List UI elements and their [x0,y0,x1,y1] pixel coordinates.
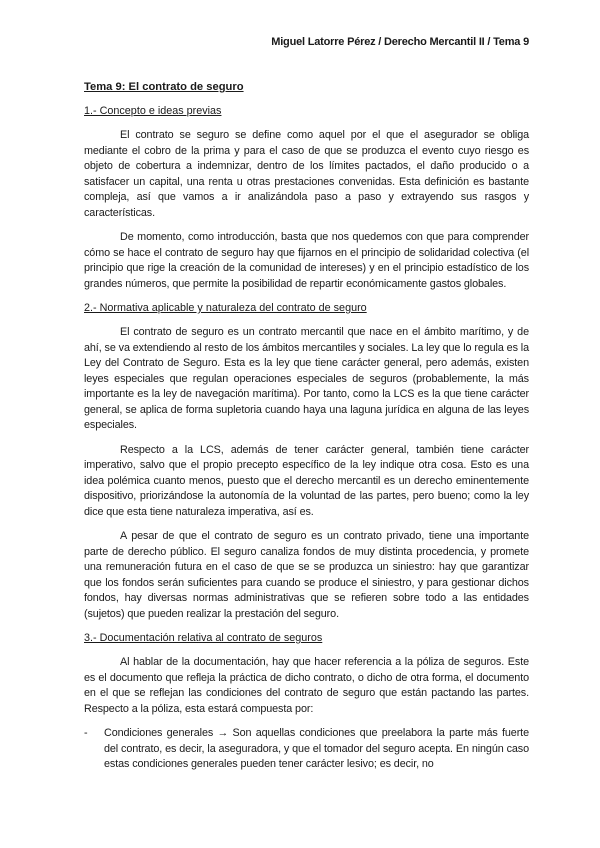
section-heading-1: 1.- Concepto e ideas previas [84,105,222,117]
paragraph: De momento, como introducción, basta que nos quedemos con que para comprender cómo se hace el contrato de seguro hay que fijarnos en el principio de solidaridad colectiva (el principio que rige la creación de la comunidad de intereses) y en el principio estadístico de los grandes números, que permite la posibilidad de repartir económicamente gastos globales. [84,231,529,290]
paragraph: Respecto a la LCS, además de tener carácter general, también tiene carácter imperativo, salvo que el propio precepto específico de la ley indique otra cosa. Esto es una idea polémica cuanto menos, puesto que el derecho mercantil es un derecho eminentemente dispositivo, priorizándose la autonomía de la voluntad de las partes, pero bueno; como la ley dice que esta tiene naturaleza imperativa, así es. [84,443,529,518]
running-header: Miguel Latorre Pérez / Derecho Mercantil II / Tema 9 [271,36,529,48]
list-item-text: Condiciones generales → Son aquellas condiciones que preelabora la parte más fuerte del contrato, es decir, la aseguradora, y que el tomador del seguro acepta. En ningún caso estas condiciones generales pueden tener carácter lesivo; es decir, no [104,727,529,770]
document-title: Tema 9: El contrato de seguro [84,81,244,93]
conditions-list [84,726,529,773]
paragraph: El contrato se seguro se define como aquel por el que el asegurador se obliga mediante el cobro de la prima y para el caso de que se produzca el evento cuyo riesgo es objeto de cobertura a indemnizar, dentro de los límites pactados, el daño producido o a satisfacer un capital, una renta u otras prestaciones convenidas. Esta definición es bastante compleja, así que vamos a ir analizándola paso a paso y extrayendo sus rasgos y características. [84,129,529,219]
section-heading-3: 3.- Documentación relativa al contrato de seguros [84,632,323,644]
section-heading-2: 2.- Normativa aplicable y naturaleza del contrato de seguro [84,302,367,314]
document-body [84,80,529,773]
paragraph: A pesar de que el contrato de seguro es un contrato privado, tiene una importante parte de derecho público. El seguro canaliza fondos de muy distinta procedencia, y promete una remuneración futura en el caso de que se se produzca un siniestro: hay que garantizar que los fondos serán suficientes para cuando se produce el siniestro, y para gestionar dichos fondos, hay diversas normas administrativas que se refieren sobre todo a las entidades (sujetos) que pueden realizar la prestación del seguro. [84,530,529,620]
list-item [84,726,529,773]
paragraph: Al hablar de la documentación, hay que hacer referencia a la póliza de seguros. Este es el documento que refleja la práctica de dicho contrato, o dicho de otra forma, el documento en el que se reflejan las condiciones del contrato de seguro que están pactando las partes. Respecto a la póliza, esta estará compuesta por: [84,656,529,715]
list-bullet: - [84,727,88,739]
paragraph: El contrato de seguro es un contrato mercantil que nace en el ámbito marítimo, y de ahí, se va extendiendo al resto de los ámbitos mercantiles y sociales. La ley que lo regula es la Ley del Contrato de Seguro. Esta es la ley que tiene carácter general, pero además, existen leyes especiales que regulan operaciones especiales de seguros (probablemente, la más importante es la ley de navegación marítima). Por tanto, como la LCS es la que tiene carácter general, se aplica de forma supletoria cuando haya una laguna jurídica en alguna de las leyes especiales. [84,326,529,431]
